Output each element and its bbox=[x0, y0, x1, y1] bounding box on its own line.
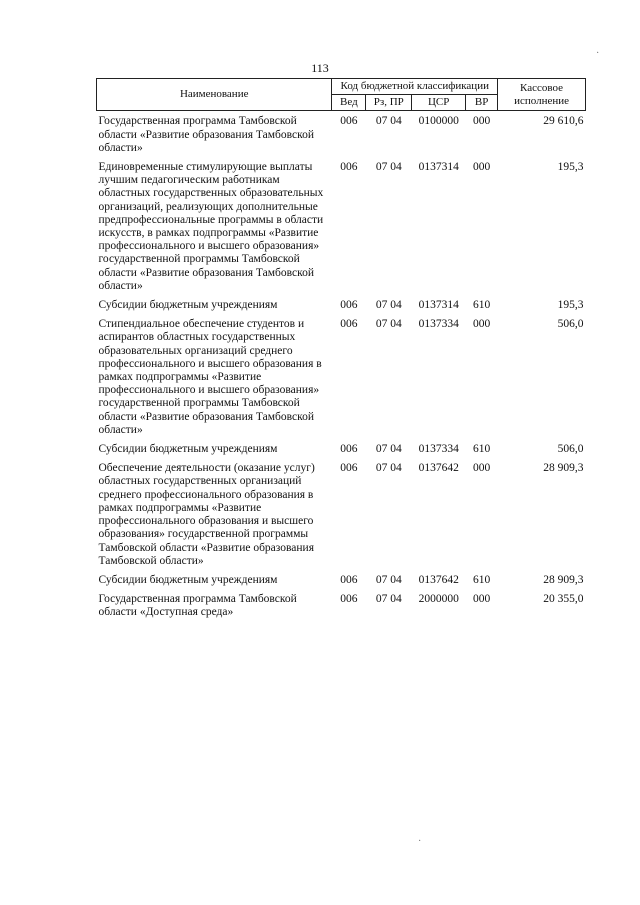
row-csr: 0137642 bbox=[418, 462, 459, 475]
header-csr: ЦСР bbox=[412, 95, 466, 111]
row-vr: 000 bbox=[473, 318, 491, 331]
row-vr: 000 bbox=[473, 593, 491, 606]
row-rz-pr: 07 04 bbox=[375, 443, 402, 456]
row-csr: 0137314 bbox=[418, 161, 459, 174]
row-vr: 610 bbox=[473, 573, 491, 586]
row-vr: 000 bbox=[473, 115, 491, 128]
header-name: Наименование bbox=[97, 79, 332, 111]
row-rz-pr: 07 04 bbox=[375, 115, 402, 128]
row-ved: 006 bbox=[340, 318, 358, 331]
table-row bbox=[97, 443, 586, 462]
row-rz-pr: 07 04 bbox=[375, 593, 402, 606]
row-csr: 2000000 bbox=[418, 593, 459, 606]
row-csr: 0137334 bbox=[418, 318, 459, 331]
row-csr: 0137334 bbox=[418, 443, 459, 456]
table-row bbox=[97, 462, 586, 574]
scan-speck: · bbox=[596, 48, 600, 59]
row-name: Государственная программа Тамбовской области «Развитие образования Тамбовской области» bbox=[98, 115, 314, 154]
row-ved: 006 bbox=[340, 161, 358, 174]
table-header bbox=[97, 79, 586, 111]
row-rz-pr: 07 04 bbox=[375, 573, 402, 586]
row-amount: 195,3 bbox=[557, 161, 584, 174]
header-rz-pr: Рз, ПР bbox=[366, 95, 412, 111]
table-row bbox=[97, 318, 586, 443]
row-rz-pr: 07 04 bbox=[375, 318, 402, 331]
row-amount: 28 909,3 bbox=[543, 573, 584, 586]
row-amount: 506,0 bbox=[557, 443, 584, 456]
header-amount: Кассовое исполнение bbox=[498, 79, 586, 111]
row-csr: 0137314 bbox=[418, 299, 459, 312]
page-number: 113 bbox=[311, 61, 329, 75]
table-row bbox=[97, 161, 586, 299]
row-amount: 29 610,6 bbox=[543, 115, 584, 128]
row-vr: 610 bbox=[473, 299, 491, 312]
row-name: Обеспечение деятельности (оказание услуг) областных государственных организаций среднего профессионального образования в рамках подпрограммы «Развитие профессионального образования и высшего образования» государственной программы Тамбовской области «Развитие образования Тамбовской области» bbox=[98, 462, 315, 567]
row-csr: 0137642 bbox=[418, 573, 459, 586]
scan-speck: · bbox=[418, 836, 422, 847]
row-name: Государственная программа Тамбовской области «Доступная среда» bbox=[98, 593, 297, 619]
row-amount: 506,0 bbox=[557, 318, 584, 331]
row-name: Субсидии бюджетным учреждениям bbox=[98, 573, 278, 586]
table-row bbox=[97, 111, 586, 161]
row-vr: 610 bbox=[473, 443, 491, 456]
row-ved: 006 bbox=[340, 593, 358, 606]
row-ved: 006 bbox=[340, 573, 358, 586]
table-row bbox=[97, 299, 586, 318]
row-ved: 006 bbox=[340, 299, 358, 312]
row-rz-pr: 07 04 bbox=[375, 299, 402, 312]
row-amount: 20 355,0 bbox=[543, 593, 584, 606]
row-amount: 28 909,3 bbox=[543, 462, 584, 475]
row-vr: 000 bbox=[473, 161, 491, 174]
header-vr: ВР bbox=[466, 95, 498, 111]
table-row bbox=[97, 574, 586, 593]
row-name: Стипендиальное обеспечение студентов и аспирантов областных государственных образовательных организаций среднего профессионального и высшего образования в рамках подпрограммы «Развитие профессионального и высшего образования» государственной программы Тамбовской области «Развитие образования Тамбовской области» bbox=[98, 318, 322, 436]
budget-table bbox=[96, 78, 586, 626]
row-rz-pr: 07 04 bbox=[375, 462, 402, 475]
row-ved: 006 bbox=[340, 462, 358, 475]
row-name: Субсидии бюджетным учреждениям bbox=[98, 299, 278, 312]
table-body bbox=[97, 111, 586, 626]
row-rz-pr: 07 04 bbox=[375, 161, 402, 174]
row-vr: 000 bbox=[473, 462, 491, 475]
row-name: Единовременные стимулирующие выплаты лучшим педагогическим работникам областных государственных образовательных организаций, реализующих дополнительные предпрофессиональные программы в области искусств, в рамках подпрограммы «Развитие профессионального и высшего образования» государственной программы Тамбовской области «Развитие образования Тамбовской области» bbox=[98, 161, 324, 292]
header-ved: Вед bbox=[332, 95, 366, 111]
row-ved: 006 bbox=[340, 115, 358, 128]
row-ved: 006 bbox=[340, 443, 358, 456]
row-csr: 0100000 bbox=[418, 115, 459, 128]
header-code-group: Код бюджетной классификации bbox=[332, 79, 498, 95]
table-row bbox=[97, 593, 586, 625]
row-amount: 195,3 bbox=[557, 299, 584, 312]
row-name: Субсидии бюджетным учреждениям bbox=[98, 443, 278, 456]
